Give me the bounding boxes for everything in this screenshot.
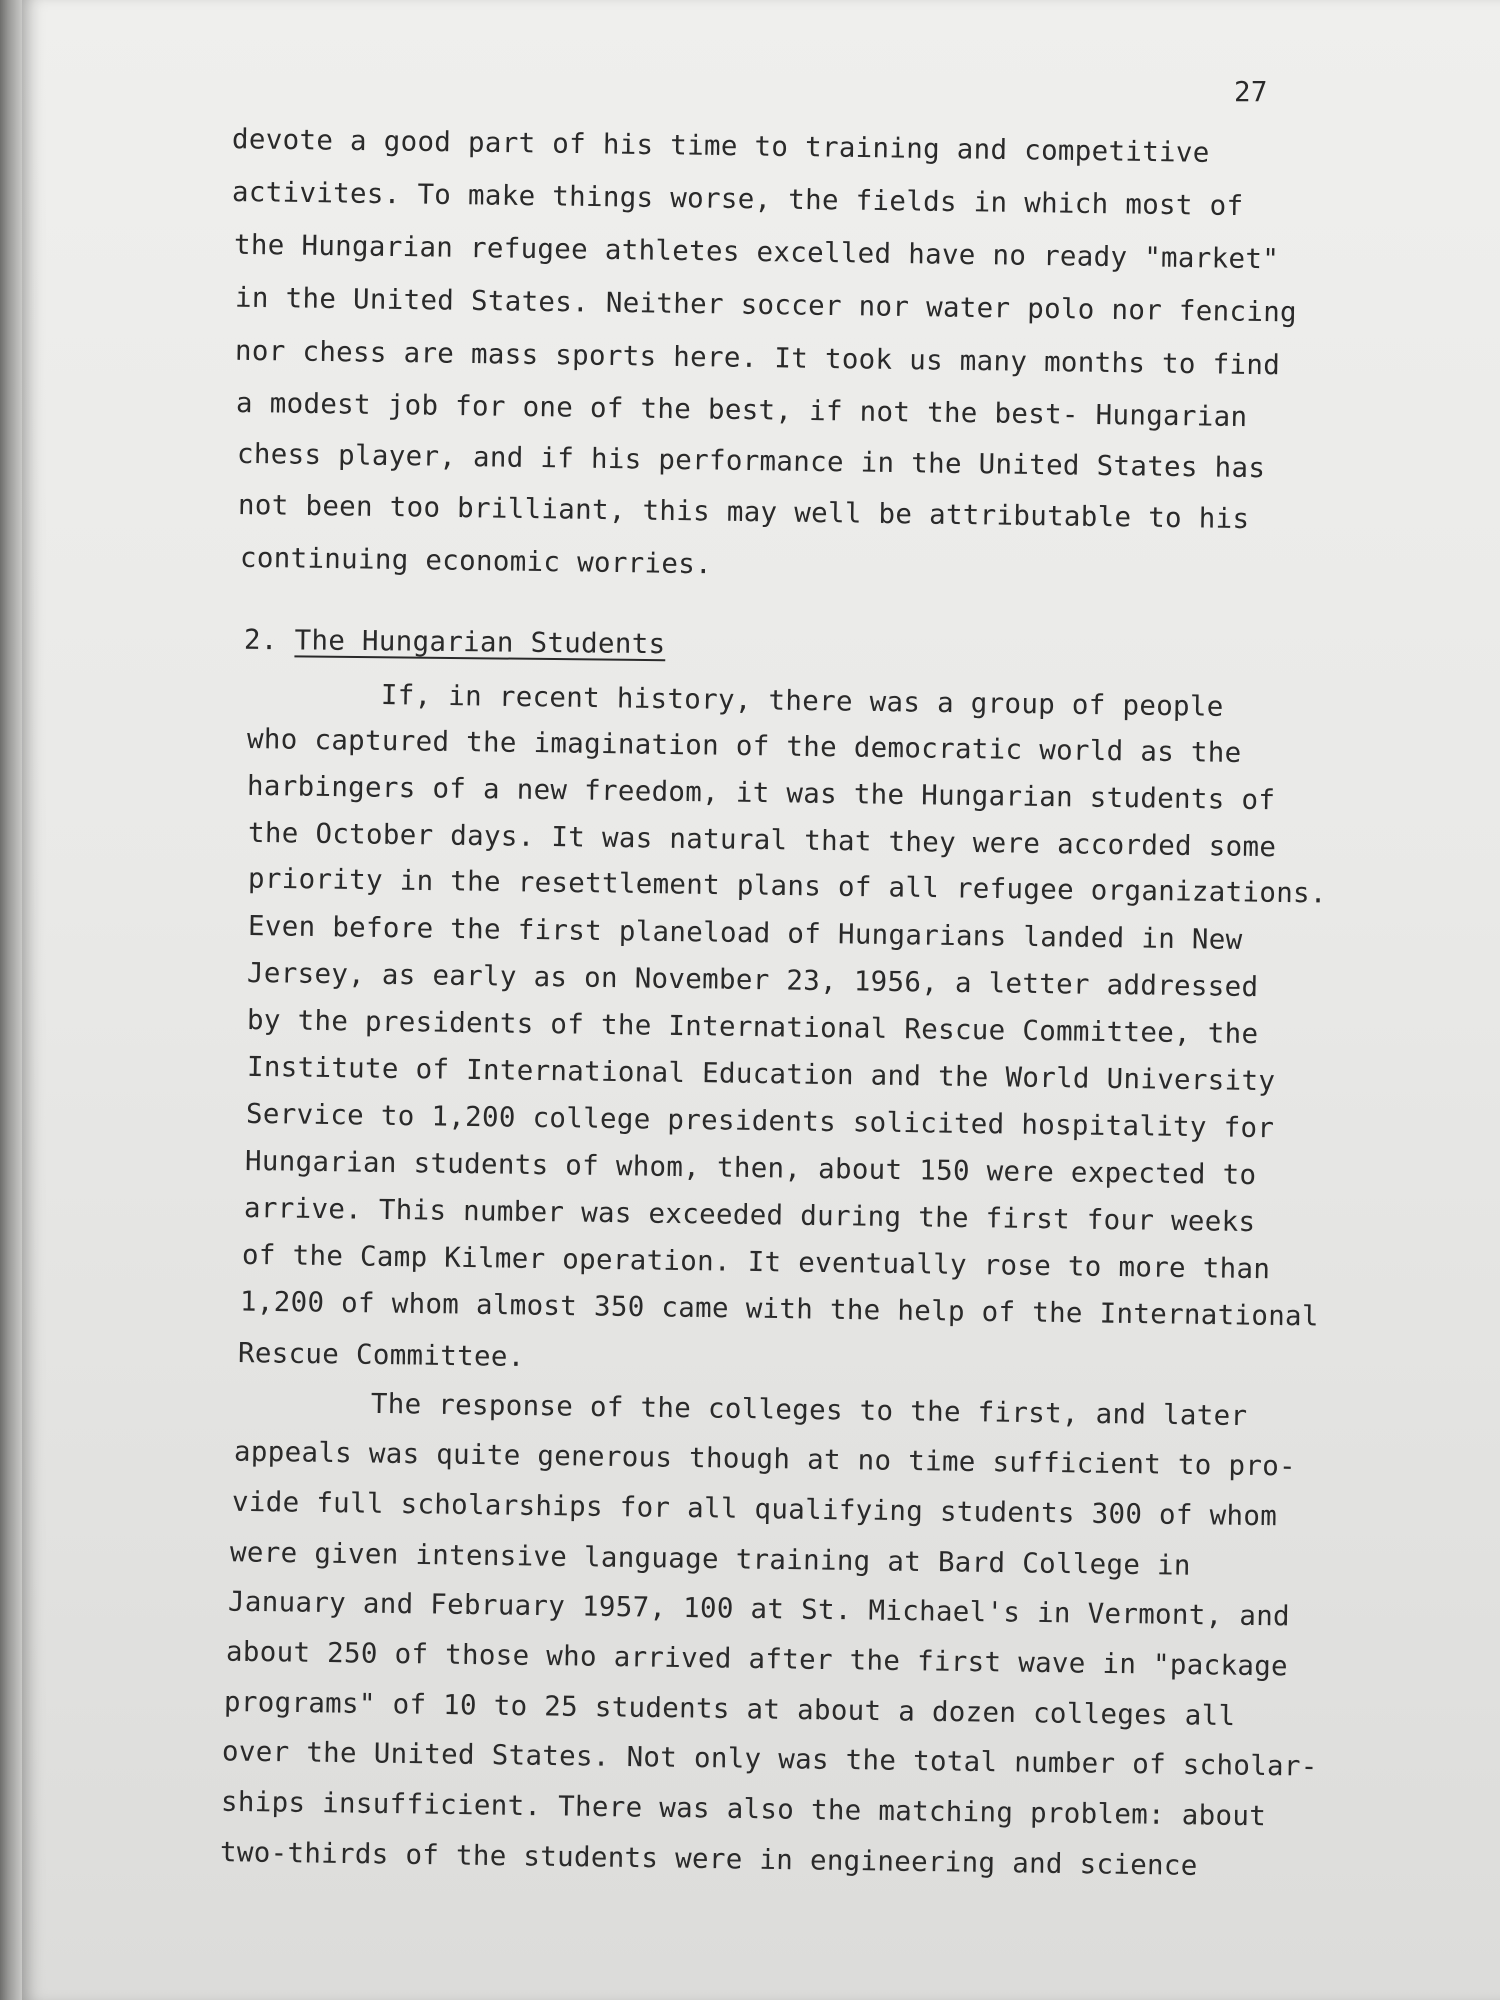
text-line: nor chess are mass sports here. It took us many months to find bbox=[234, 334, 1281, 382]
text-line: by the presidents of the International Rescue Committee, the bbox=[246, 1003, 1259, 1051]
text-line: Jersey, as early as on November 23, 1956, a letter addressed bbox=[246, 956, 1259, 1004]
text-line: arrive. This number was exceeded during the first four weeks bbox=[243, 1191, 1256, 1239]
text-line: two-thirds of the students were in engineering and science bbox=[219, 1836, 1198, 1882]
section-heading bbox=[244, 624, 666, 660]
text-line: activites. To make things worse, the fields in which most of bbox=[231, 175, 1244, 223]
text-line: of the Camp Kilmer operation. It eventually rose to more than bbox=[241, 1238, 1271, 1286]
text-line: in the United States. Neither soccer nor water polo nor fencing bbox=[234, 281, 1298, 329]
text-line: not been too brilliant, this may well be attributable to his bbox=[237, 488, 1250, 536]
text-line: were given intensive language training at Bard College in bbox=[229, 1536, 1192, 1582]
text-line: Even before the first planeload of Hungarians landed in New bbox=[247, 910, 1243, 956]
text-line: who captured the imagination of the democratic world as the bbox=[246, 723, 1242, 769]
text-line: priority in the resettlement plans of all refugee organizations. bbox=[247, 862, 1327, 910]
text-line: Rescue Committee. bbox=[237, 1337, 525, 1373]
section-number: 2. bbox=[243, 623, 278, 657]
text-line: the October days. It was natural that they were accorded some bbox=[247, 816, 1277, 864]
text-line: Institute of International Education and the World University bbox=[246, 1050, 1276, 1098]
text-line: If, in recent history, there was a group of people bbox=[245, 677, 1224, 723]
text-line: The response of the colleges to the first, and later bbox=[235, 1385, 1248, 1433]
document-page bbox=[22, 0, 1500, 2000]
text-line: programs" of 10 to 25 students at about a dozen colleges all bbox=[223, 1685, 1236, 1733]
text-line: Hungarian students of whom, then, about 150 were expected to bbox=[244, 1144, 1257, 1192]
text-line: the Hungarian refugee athletes excelled have no ready "market" bbox=[233, 228, 1280, 276]
section-title: The Hungarian Students bbox=[294, 624, 666, 661]
text-line: harbingers of a new freedom, it was the Hungarian students of bbox=[246, 769, 1276, 817]
page-number: 27 bbox=[1234, 76, 1268, 108]
text-line: over the United States. Not only was the total number of scholar- bbox=[221, 1735, 1318, 1783]
text-line: 1,200 of whom almost 350 came with the help of the International bbox=[239, 1285, 1319, 1333]
text-line: continuing economic worries. bbox=[239, 541, 713, 581]
text-line: about 250 of those who arrived after the first wave in "package bbox=[225, 1635, 1289, 1683]
text-line: chess player, and if his performance in the United States has bbox=[236, 437, 1266, 485]
text-line: vide full scholarships for all qualifying students 300 of whom bbox=[231, 1485, 1278, 1533]
book-binding-shadow bbox=[0, 0, 22, 2000]
text-line: Service to 1,200 college presidents solicited hospitality for bbox=[245, 1097, 1275, 1145]
text-line: devote a good part of his time to training and competitive bbox=[231, 123, 1210, 169]
text-line: appeals was quite generous though at no time sufficient to pro- bbox=[233, 1435, 1297, 1483]
text-line: a modest job for one of the best, if not the best- Hungarian bbox=[235, 386, 1248, 434]
text-line: ships insufficient. There was also the matching problem: about bbox=[220, 1785, 1267, 1833]
text-line: January and February 1957, 100 at St. Michael's in Vermont, and bbox=[227, 1585, 1291, 1633]
